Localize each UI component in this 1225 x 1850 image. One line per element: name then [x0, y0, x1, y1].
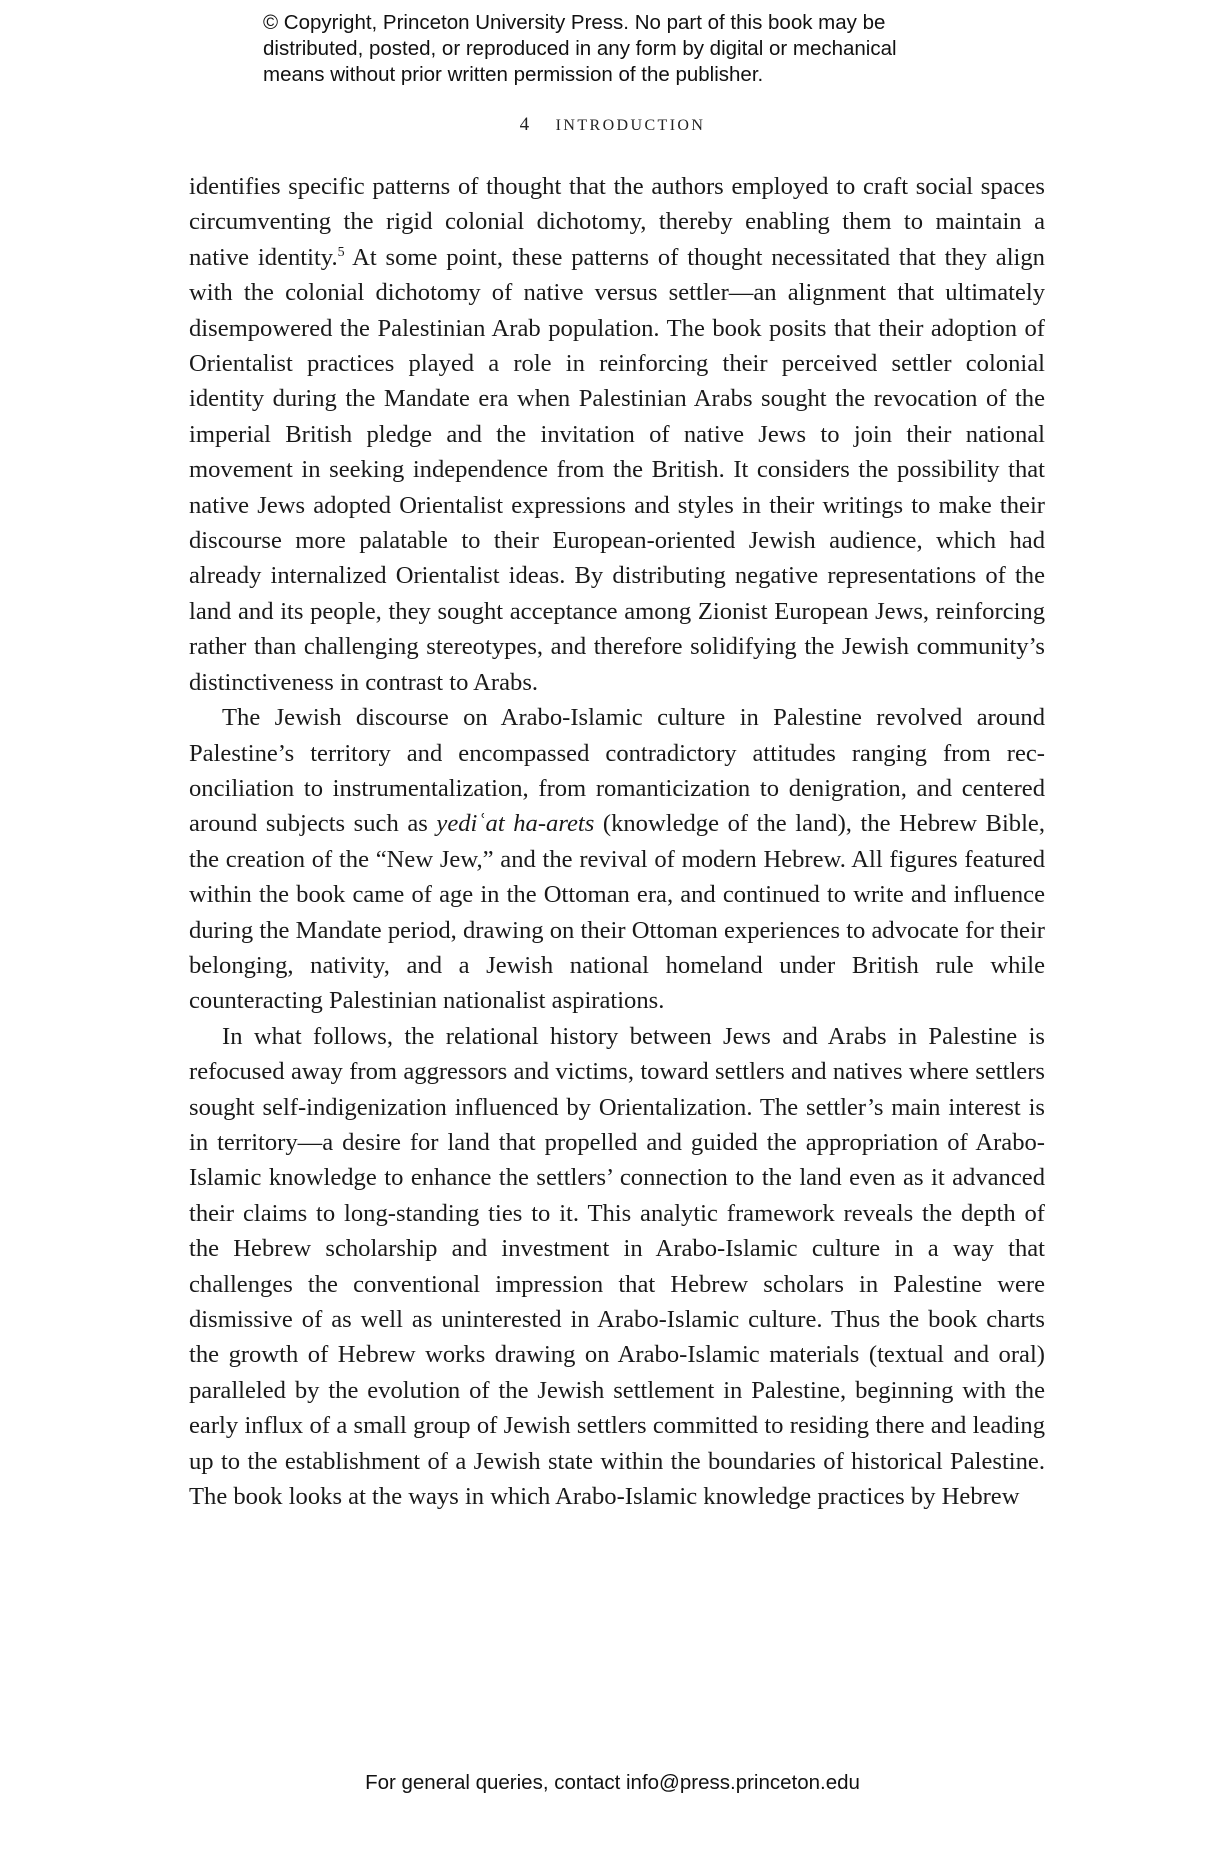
copyright-line: means without prior written permission of the publisher.	[263, 63, 764, 86]
paragraph-text: The Jewish discourse on Arabo-Islamic culture in Palestine revolved around Palestine’s territory and encompassed contradictory attitudes ranging from reconciliation to instrumentalization, from romanticization to denigration, and centered around subjects such as	[189, 704, 1045, 838]
paragraph-text: identifies specific patterns of thought that the authors employed to craft social spaces circumventing the rigid colonial dichotomy, thereby enabling them to maintain a native identity.	[189, 173, 1045, 271]
chapter-title: INTRODUCTION	[555, 117, 706, 134]
body-text	[189, 169, 1045, 1514]
running-head	[0, 114, 1225, 136]
copyright-line: © Copyright, Princeton University Press. No part of this book may be	[263, 11, 886, 34]
paragraph-text: At some point, these patterns of thought necessitated that they align with the colonial dichotomy of native versus settler—an alignment that ultimately disempowered the Palestinian Arab population. The book posits that their adoption of Orientalist practices played a role in reinforcing their perceived settler colonial identity during the Mandate era when Palestinian Arabs sought the revocation of the imperial British pledge and the invitation of native Jews to join their national movement in seeking independence from the British. It considers the possibility that native Jews adopted Orientalist expressions and styles in their writings to make their discourse more palatable to their European-oriented Jewish audience, which had already internalized Orientalist ideas. By distributing negative representations of the land and its people, they sought acceptance among Zionist European Jews, reinforcing rather than challenging stereotypes, and therefore solidifying the Jewish community’s distinctiveness in contrast to Arabs.	[189, 243, 1045, 696]
paragraph	[189, 700, 1045, 1019]
paragraph: In what follows, the relational history between Jews and Arabs in Palestine is refocused away from aggressors and victims, toward settlers and natives where settlers sought self-indigenization influenced by Orientalization. The settler’s main interest is in territory—a desire for land that propelled and guided the appropriation of Arabo-Islamic knowledge to enhance the settlers’ connection to the land even as it advanced their claims to long-standing ties to it. This analytic framework reveals the depth of the Hebrew scholarship and investment in Arabo-Islamic culture in a way that challenges the conventional impression that Hebrew scholars in Palestine were dismissive of as well as uninterested in Arabo-Islamic culture. Thus the book charts the growth of Hebrew works drawing on Arabo-Islamic materials (textual and oral) paralleled by the evolution of the Jewish settlement in Palestine, beginning with the early influx of a small group of Jewish settlers committed to residing there and leading up to the establishment of a Jewish state within the boundaries of historical Palestine. The book looks at the ways in which Arabo-Islamic knowledge practices by Hebrew	[189, 1022, 1045, 1511]
paragraph	[189, 169, 1045, 700]
copyright-line: distributed, posted, or reproduced in any form by digital or mechanical	[263, 37, 897, 60]
paragraph-text: (knowledge of the land), the Hebrew Bible, the creation of the “New Jew,” and the revival of modern Hebrew. All figures featured within the book came of age in the Ottoman era, and continued to write and influence during the Mandate period, drawing on their Ottoman experiences to advocate for their belonging, nativity, and a Jewish national homeland under British rule while counteracting Palestinian nationalist aspirations.	[189, 810, 1045, 1015]
page-number: 4	[519, 114, 530, 135]
italic-term: yediʿat ha-arets	[436, 810, 595, 838]
footnote-marker[interactable]: 5	[337, 244, 345, 260]
copyright-notice	[263, 10, 1003, 88]
footer-contact: For general queries, contact info@press.princeton.edu	[365, 1771, 860, 1794]
